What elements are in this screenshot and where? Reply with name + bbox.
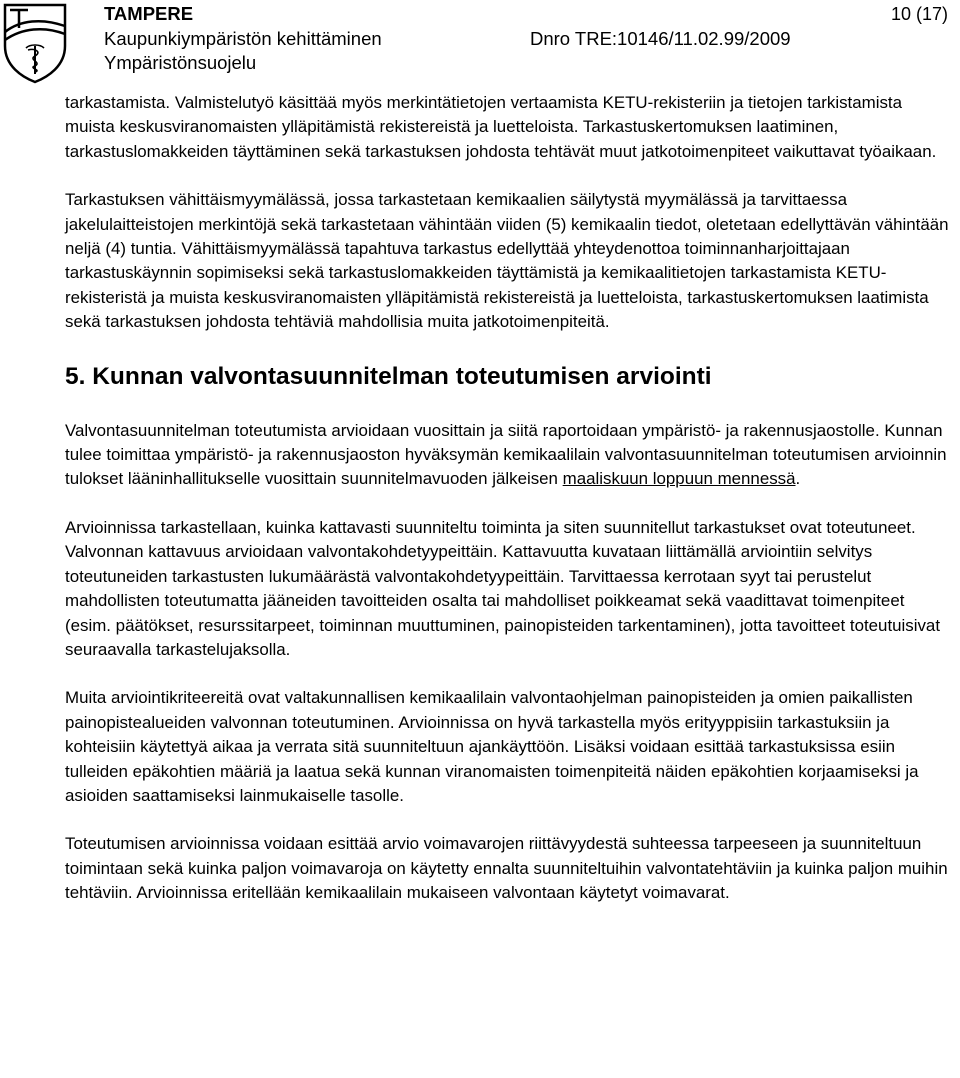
department-name: Kaupunkiympäristön kehittäminen [104,28,382,49]
paragraph-text-end: . [795,469,801,489]
city-coat-of-arms-icon [2,2,68,84]
document-reference: Dnro TRE:10146/11.02.99/2009 [530,28,791,49]
deadline-underlined: maaliskuun loppuun mennessä [562,469,796,489]
unit-name: Ympäristönsuojelu [104,52,257,73]
paragraph-coverage: Arvioinnissa tarkastellaan, kuinka kattavasti suunniteltu toiminta ja siten suunnitellut tarkastukset ovat toteutuneet. Valvonnan kattavuus arvioidaan valvontakohdetyypeittäin. Kattavuutta kuvataan liittämällä arviointiin selvitys toteutuneiden tarkastusten lukumäärästä valvontakohdetyypeittäin. Tarvittaessa kerrotaan syyt tai perustelut mahdollisten toteutumatta jääneiden tavoitteiden osalta tai mahdolliset poikkeamat sekä vaadittavat toimenpiteet (esim. päätökset, resurssitarpeet, toiminnan muuttuminen, painopisteiden tarkentaminen), jotta tavoitteet toteutuisivat seuraavalla tarkastelujaksolla. [65,517,941,659]
section-heading: 5. Kunnan valvontasuunnitelman toteutumisen arviointi [65,362,712,390]
page-number: 10 (17) [890,4,948,24]
organization-name: TAMPERE [104,3,194,24]
paragraph-retail-inspection: Tarkastuksen vähittäismyymälässä, jossa tarkastetaan kemikaalien säilytystä myymälässä ja tarvittaessa jakelulaitteistojen merkintöjä sekä tarkastetaan vähintään viiden (5) kemikaalin tiedot, oletetaan edellyttävän vähintään neljä (4) tuntia. Vähittäismyymälässä tapahtuva tarkastus edellyttää yhteydenottoa toiminnanharjoittajaan tarkastuskäynnin sopimiseksi sekä tarkastuslomakkeiden täyttämistä ja kemikaalitietojen tarkastamista KETU-rekisteristä ja muista keskusviranomaisten ylläpitämistä rekistereistä ja luetteloista, tarkastuskertomuksen laatimista sekä tarkastuksen johdosta tehtäviä mahdollisia muita jatkotoimenpiteitä. [65,190,949,332]
paragraph-continued: tarkastamista. Valmistelutyö käsittää myös merkintätietojen vertaamista KETU-rekisteriin ja tietojen tarkistamista muista keskusviranomaisten ylläpitämistä rekistereistä ja luetteloista. Tarkastuskertomuksen laatiminen, tarkastuslomakkeiden täyttäminen sekä tarkastuksen johdosta tehtävät muut jatkotoimenpiteet vaikuttavat työaikaan. [65,93,937,161]
paragraph-other-criteria: Muita arviointikriteereitä ovat valtakunnallisen kemikaalilain valvontaohjelman painopisteiden ja omien paikallisten painopistealueiden valvonnan toteutuminen. Arvioinnissa on hyvä tarkastella myös erityyppisiin tarkastuksiin ja kohteisiin käytettyä aikaa ja verrata sitä suunniteltuun ajankäyttöön. Lisäksi voidaan esittää tarkastuksissa esiin tulleiden epäkohtien määriä ja laatua sekä kunnan viranomaisten toimenpiteitä näiden epäkohtien korjaamiseksi ja asioiden saattamiseksi lainmukaiselle tasolle. [65,688,919,805]
paragraph-text: Valvontasuunnitelman toteutumista arvioidaan vuosittain ja siitä raportoidaan ympäristö- ja rakennusjaostolle. Kunnan tulee toimittaa ympäristö- ja rakennusjaoston hyväksymän kemikaalilain valvontasuunnitelman toteutumisen arvioinnin tulokset lääninhallitukselle vuosittain suunnitelmavuoden jälkeisen [65,420,947,489]
document-body [65,91,950,906]
paragraph-annual-evaluation [65,419,950,492]
paragraph-resources: Toteutumisen arvioinnissa voidaan esittää arvio voimavarojen riittävyydestä suhteessa tarpeeseen ja suunniteltuun toimintaan sekä kuinka paljon voimavaroja on käytetty ennalta suunniteltuihin valvontatehtäviin ja kuinka paljon muihin tehtäviin. Arvioinnissa eritellään kemikaalilain mukaiseen valvontaan käytetyt voimavarat. [65,834,948,903]
